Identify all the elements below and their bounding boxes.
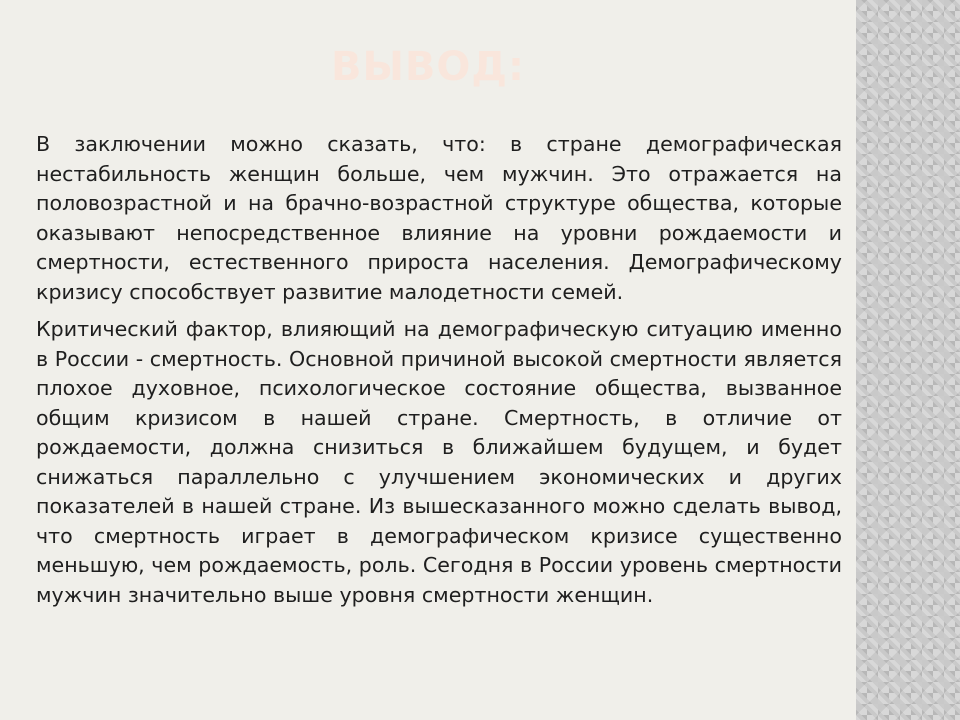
slide-title: ВЫВОД: bbox=[330, 44, 526, 90]
paragraph-mortality: Критический фактор, влияющий на демографическую ситуацию именно в России - смертность. Основной причиной высокой смертности является плохое духовное, психологическое состояние общества, вызванное общим кризисом в нашей стране. Смертность, в отличие от рождаемости, должна снизиться в ближайшем будущем, и будет снижаться параллельно с улучшением экономических и других показателей в нашей стране. Из вышесказанного можно сделать вывод, что смертность играет в демографическом кризисе существенно меньшую, чем рождаемость, роль. Сегодня в России уровень смертности мужчин значительно выше уровня смертности женщин. bbox=[36, 317, 842, 607]
slide-body bbox=[36, 130, 842, 618]
decorative-side-pattern bbox=[856, 0, 960, 720]
paragraph-conclusion: В заключении можно сказать, что: в стране демографическая нестабильность женщин больше, чем мужчин. Это отражается на половозрастной и на брачно-возрастной структуре общества, которые оказывают непосредственное влияние на уровни рождаемости и смертности, естественного прироста населения. Демографическому кризису способствует развитие малодетности семей. bbox=[36, 132, 842, 304]
